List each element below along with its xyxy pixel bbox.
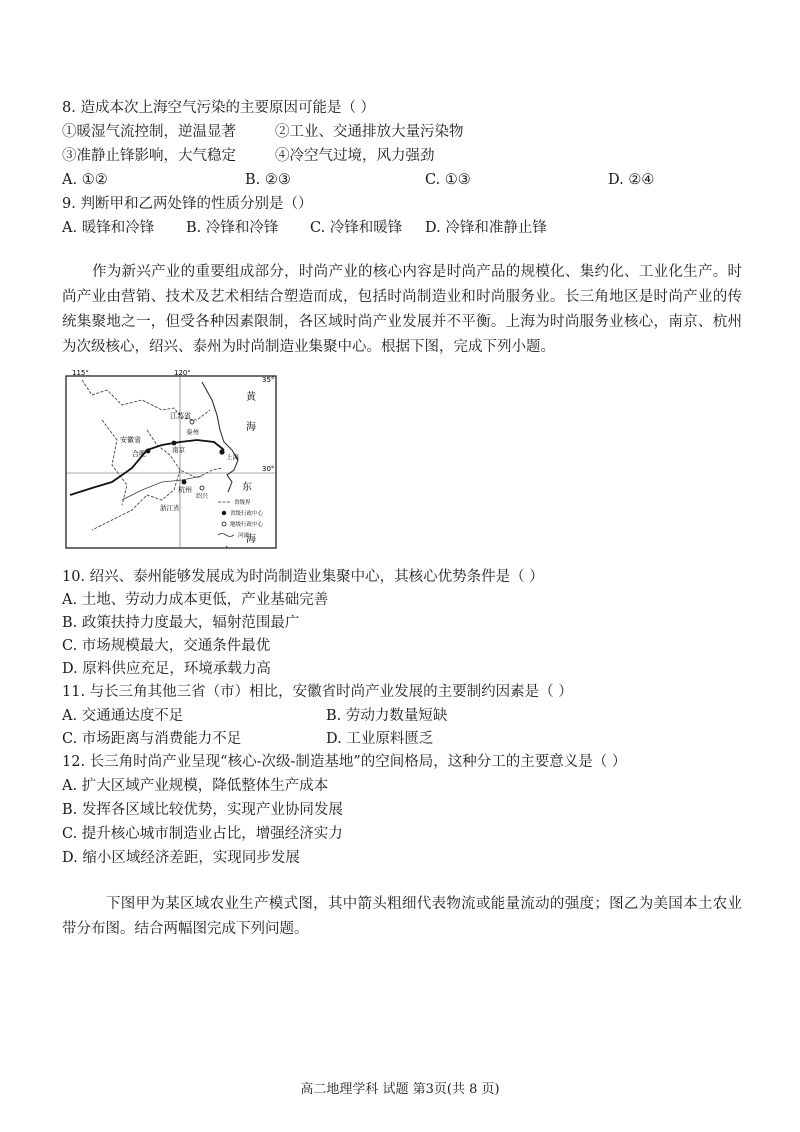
lat-label-35: 35° <box>262 376 275 384</box>
passage-fashion-industry: 作为新兴产业的重要组成部分，时尚产业的核心内容是时尚产品的规模化、集约化、工业化生产。时尚产业由营销、技术及艺术相结合塑造而成，包括时尚制造业和时尚服务业。长三角地区是时尚产业的传统集聚地之一，但受各种因素限制，各区域时尚产业发展并不平衡。上海为时尚服务业核心，南京、杭州为次级核心，绍兴、泰州为时尚制造业集聚中心。根据下图，完成下列小题。 <box>62 264 742 355</box>
label-anhui: 安徽省 <box>120 436 141 444</box>
lon-label-120: 120° <box>174 370 191 377</box>
q10-option-c: C. 市场规模最大，交通条件最优 <box>62 638 271 654</box>
label-jiangsu: 江苏省 <box>170 412 191 420</box>
q12-option-b: B. 发挥各区域比较优势，实现产业协同发展 <box>62 802 343 818</box>
page-footer: 高二地理学科 试题 第3页(共 8 页) <box>300 1082 500 1097</box>
q10-option-b: B. 政策扶持力度最大，辐射范围最广 <box>62 615 300 631</box>
q11-option-b: B. 劳动力数量短缺 <box>326 708 448 724</box>
q8-option-a: A. ①② <box>62 172 108 188</box>
q11-option-c: C. 市场距离与消费能力不足 <box>62 731 242 747</box>
q11-option-d: D. 工业原料匮乏 <box>326 731 434 747</box>
sea-huang-2: 海 <box>246 422 256 433</box>
sea-dong-2: 海 <box>246 534 256 545</box>
lon-label-115: 115° <box>72 370 89 377</box>
yangtze-delta-map <box>62 370 284 550</box>
q12-option-a: A. 扩大区域产业规模，降低整体生产成本 <box>62 778 329 794</box>
q8-option-c: C. ①③ <box>425 172 471 188</box>
q12-stem: 12. 长三角时尚产业呈现“核心-次级-制造基地”的空间格局，这种分工的主要意义是（ ） <box>62 754 627 770</box>
sea-dong-1: 东 <box>242 482 252 493</box>
q10-option-a: A. 土地、劳动力成本更低，产业基础完善 <box>62 592 329 608</box>
lat-label-30: 30° <box>262 465 275 473</box>
q9-option-a: A. 暖锋和冷锋 <box>62 220 155 236</box>
q11-option-a: A. 交通通达度不足 <box>62 708 184 724</box>
q9-option-b: B. 冷锋和冷锋 <box>186 220 279 236</box>
legend-province-boundary: 省级界 <box>234 500 251 506</box>
sea-huang-1: 黄 <box>246 392 256 403</box>
q9-option-c: C. 冷锋和暖锋 <box>310 220 403 236</box>
q8-stem: 8. 造成本次上海空气污染的主要原因可能是（ ） <box>62 100 376 116</box>
q10-stem: 10. 绍兴、泰州能够发展成为时尚制造业集聚中心，其核心优势条件是（ ） <box>62 569 544 585</box>
legend-prefecture-center: 地级行政中心 <box>230 522 264 528</box>
label-shanghai: 上海 <box>226 453 239 461</box>
legend-provincial-capital: 省级行政中心 <box>230 511 264 517</box>
label-hefei: 合肥 <box>132 450 146 458</box>
q12-option-c: C. 提升核心城市制造业占比，增强经济实力 <box>62 826 343 842</box>
label-taizhou: 泰州 <box>186 428 199 436</box>
label-zhejiang: 浙江省 <box>160 504 180 512</box>
q8-item-3: ③准静止锋影响，大气稳定 <box>62 148 236 164</box>
q10-option-d: D. 原料供应充足，环境承载力高 <box>62 661 271 677</box>
q8-option-d: D. ②④ <box>608 172 655 188</box>
label-nanjing: 南京 <box>172 446 185 454</box>
q8-option-b: B. ②③ <box>245 172 291 188</box>
q9-option-d: D. 冷锋和准静止锋 <box>425 220 547 236</box>
q11-stem: 11. 与长三角其他三省（市）相比，安徽省时尚产业发展的主要制约因素是（ ） <box>62 684 573 700</box>
passage-agriculture: 下图甲为某区域农业生产模式图，其中箭头粗细代表物流或能量流动的强度；图乙为美国本土农业带分布图。结合两幅图完成下列问题。 <box>62 896 742 937</box>
legend-river: 河流 <box>238 533 250 539</box>
q12-option-d: D. 缩小区域经济差距，实现同步发展 <box>62 850 300 866</box>
label-shaoxing: 绍兴 <box>196 493 209 500</box>
q8-item-4: ④冷空气过境，风力强劲 <box>275 148 435 164</box>
q8-item-1: ①暖湿气流控制，逆温显著 <box>62 124 236 140</box>
q8-item-2: ②工业、交通排放大量污染物 <box>275 124 464 140</box>
label-hangzhou: 杭州 <box>178 486 192 494</box>
q9-stem: 9. 判断甲和乙两处锋的性质分别是（） <box>62 196 313 212</box>
